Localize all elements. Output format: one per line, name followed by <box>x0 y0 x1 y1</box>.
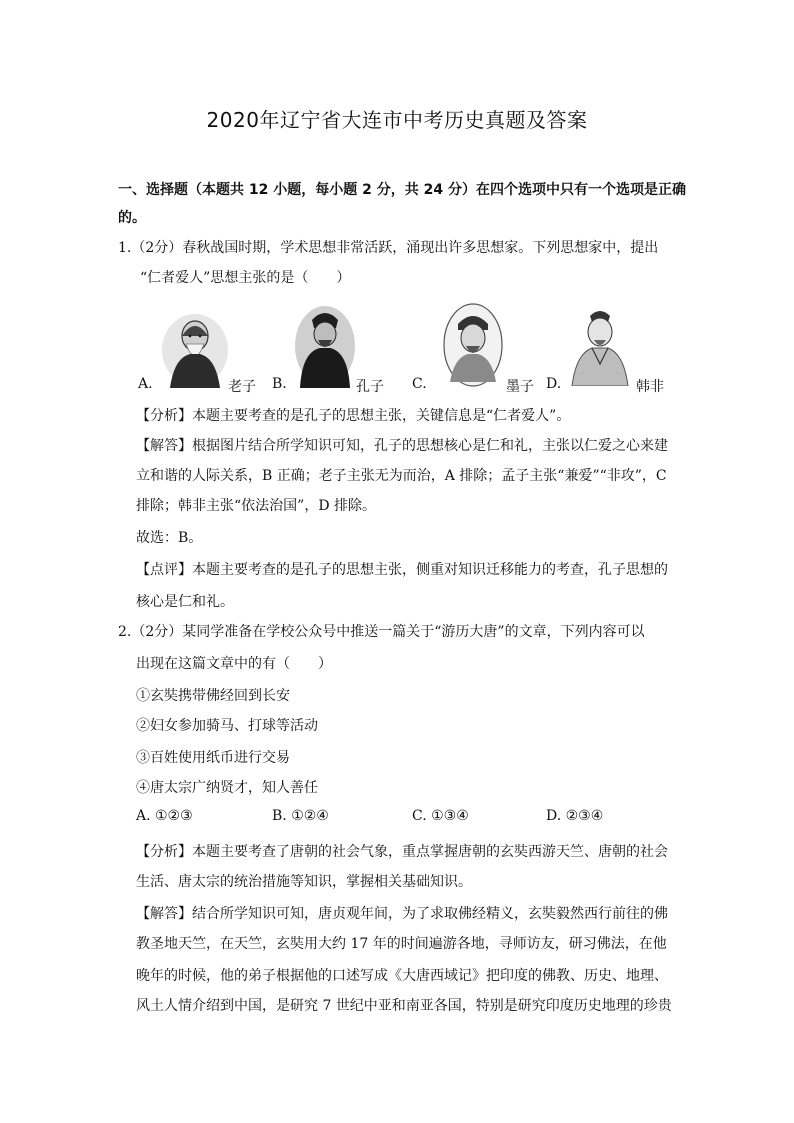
q1-analysis: 【分析】本题主要考查的是孔子的思想主张，关键信息是“仁者爱人”。 <box>136 408 571 424</box>
q1-option-a-letter: A. <box>138 376 153 392</box>
confucius-portrait-icon <box>292 302 358 388</box>
q1-option-b-letter: B. <box>272 376 287 392</box>
q1-choice: 故选：B。 <box>136 530 203 546</box>
q1-stem-line1: 1.（2分）春秋战国时期，学术思想非常活跃，涌现出许多思想家。下列思想家中，提出 <box>118 240 659 256</box>
q1-option-d-letter: D. <box>546 376 562 392</box>
q2-analysis-line2: 生活、唐太宗的统治措施等知识，掌握相关基础知识。 <box>136 874 472 890</box>
q2-option-b: B. ①②④ <box>272 808 329 824</box>
q2-option-d: D. ②③④ <box>546 808 604 824</box>
q2-option-c: C. ①③④ <box>412 808 469 824</box>
q1-comment-line1: 【点评】本题主要考查的是孔子的思想主张，侧重对知识迁移能力的考查，孔子思想的 <box>136 562 668 578</box>
hanfei-portrait-icon <box>568 302 632 386</box>
q1-stem-line2: “仁者爱人”思想主张的是（ ） <box>140 270 351 286</box>
q2-stem-line1: 2.（2分）某同学准备在学校公众号中推送一篇关于“游历大唐”的文章，下列内容可以 <box>118 624 645 640</box>
q2-item: ②妇女参加骑马、打球等活动 <box>136 718 318 734</box>
q2-answer-line2: 教圣地天竺，在天竺，玄奘用大约 17 年的时间遍游各地，寻师访友，研习佛法，在他 <box>136 936 667 952</box>
q1-answer-line1: 【解答】根据图片结合所学知识可知，孔子的思想核心是仁和礼，主张以仁爱之心来建 <box>136 438 668 454</box>
laozi-portrait-icon <box>160 306 230 388</box>
q1-answer-line2: 立和谐的人际关系，B 正确；老子主张无为而治，A 排除；孟子主张“兼爱”“非攻”，C <box>136 468 667 484</box>
q2-answer-line1: 【解答】结合所学知识可知，唐贞观年间，为了求取佛经精义，玄奘毅然西行前往的佛 <box>136 906 668 922</box>
q2-option-a: A. ①②③ <box>136 808 193 824</box>
q2-answer-line3: 晚年的时候，他的弟子根据他的口述写成《大唐西域记》把印度的佛教、历史、地理、 <box>136 968 668 984</box>
q2-item: ③百姓使用纸币进行交易 <box>136 750 290 766</box>
section-heading-line2: 的。 <box>118 210 146 226</box>
page-title: 2020年辽宁省大连市中考历史真题及答案 <box>206 108 588 132</box>
q1-option-b-name: 孔子 <box>356 379 384 395</box>
q2-stem-line2: 出现在这篇文章中的有（ ） <box>136 656 332 672</box>
q1-comment-line2: 核心是仁和礼。 <box>136 594 234 610</box>
q2-answer-line4: 风土人情介绍到中国，是研究 7 世纪中亚和南亚各国，特别是研究印度历史地理的珍贵 <box>136 998 672 1014</box>
q2-item: ①玄奘携带佛经回到长安 <box>136 688 290 704</box>
q2-item: ④唐太宗广纳贤才，知人善任 <box>136 780 318 796</box>
q1-option-c-letter: C. <box>412 376 427 392</box>
q1-option-d-name: 韩非 <box>636 379 664 395</box>
q1-answer-line3: 排除；韩非主张“依法治国”，D 排除。 <box>136 498 376 514</box>
section-heading-line1: 一、选择题（本题共 12 小题，每小题 2 分，共 24 分）在四个选项中只有一个选项是正确 <box>118 182 686 198</box>
mozi-portrait-icon <box>442 302 504 388</box>
q2-analysis-line1: 【分析】本题主要考查了唐朝的社会气象，重点掌握唐朝的玄奘西游天竺、唐朝的社会 <box>136 844 668 860</box>
q1-option-a-name: 老子 <box>228 379 256 395</box>
q1-option-c-name: 墨子 <box>506 379 534 395</box>
